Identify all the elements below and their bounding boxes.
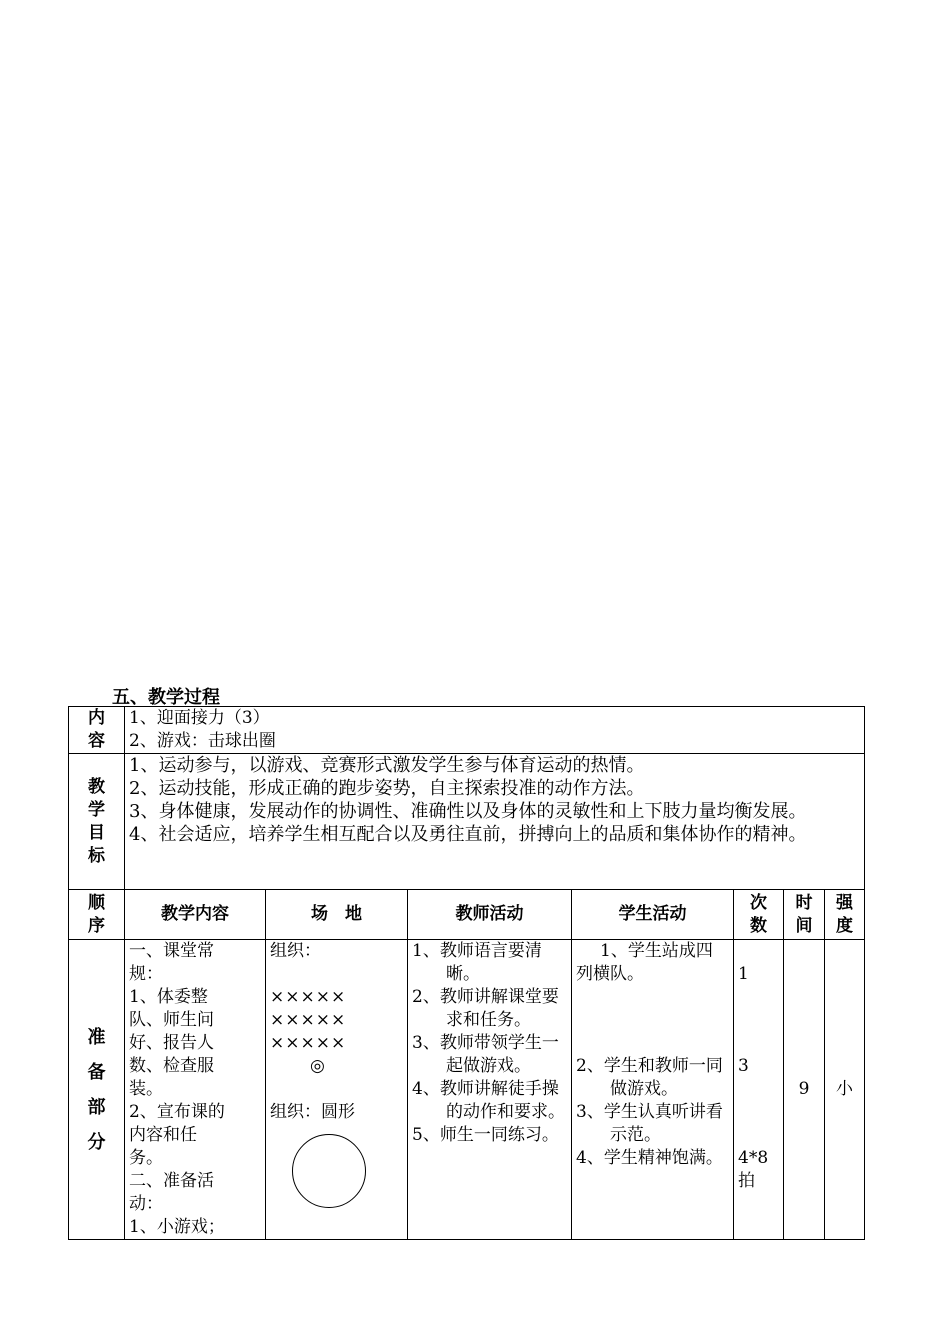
content-label: 内 容 (69, 707, 125, 754)
prep-intensity: 小 (825, 940, 865, 1240)
prep-student: 1、学生站成四列横队。 2、学生和教师一同做游戏。 3、学生认真听讲看示范。 4、学生精神饱满。 (572, 940, 734, 1240)
org-label-circle: 组织：圆形 (270, 1102, 355, 1122)
header-venue: 场 地 (266, 890, 408, 940)
prep-row (69, 940, 865, 1240)
formation-row: ××××× (270, 987, 347, 1007)
prep-teacher: 1、教师语言要清晰。 2、教师讲解课堂要求和任务。 3、教师带领学生一起做游戏。 4、教师讲解徒手操的动作和要求。 5、师生一同练习。 (408, 940, 572, 1240)
prep-count: 1 3 4*8 拍 (734, 940, 784, 1240)
header-content: 教学内容 (125, 890, 266, 940)
content-row (69, 707, 865, 754)
content-item: 2、游戏：击球出圈 (129, 731, 276, 751)
prep-venue (266, 940, 408, 1240)
section-title: 五、教学过程 (112, 687, 220, 708)
header-order: 顺 序 (69, 890, 125, 940)
header-teacher: 教师活动 (408, 890, 572, 940)
formation-row: ××××× (270, 1010, 347, 1030)
header-count: 次 数 (734, 890, 784, 940)
teacher-mark: ◎ (310, 1056, 325, 1076)
content-item: 1、迎面接力（3） (129, 708, 270, 728)
header-intensity: 强 度 (825, 890, 865, 940)
circle-formation-icon (292, 1134, 366, 1208)
goal-item: 4、社会适应，培养学生相互配合以及勇往直前，拼搏向上的品质和集体协作的精神。 (129, 824, 807, 845)
goal-item: 1、运动参与，以游戏、竞赛形式激发学生参与体育运动的热情。 (129, 755, 645, 776)
lesson-plan-table (68, 706, 865, 1240)
prep-label: 准 备 部 分 (69, 940, 125, 1240)
header-row (69, 890, 865, 940)
goal-item: 2、运动技能，形成正确的跑步姿势，自主探索投准的动作方法。 (129, 778, 645, 799)
goals-row (69, 754, 865, 890)
goal-item: 3、身体健康，发展动作的协调性、准确性以及身体的灵敏性和上下肢力量均衡发展。 (129, 801, 807, 822)
prep-content: 一、课堂常 规： 1、体委整 队、师生问 好、报告人 数、检查服 装。 2、宣布课的 内容和任 务。 二、准备活 动： 1、小游戏； (125, 940, 266, 1240)
goals-items (125, 754, 865, 890)
prep-time: 9 (784, 940, 825, 1240)
org-label: 组织： (270, 941, 321, 961)
goals-label: 教 学 目 标 (69, 754, 125, 890)
content-items (125, 707, 865, 754)
header-time: 时 间 (784, 890, 825, 940)
header-student: 学生活动 (572, 890, 734, 940)
formation-row: ××××× (270, 1033, 347, 1053)
